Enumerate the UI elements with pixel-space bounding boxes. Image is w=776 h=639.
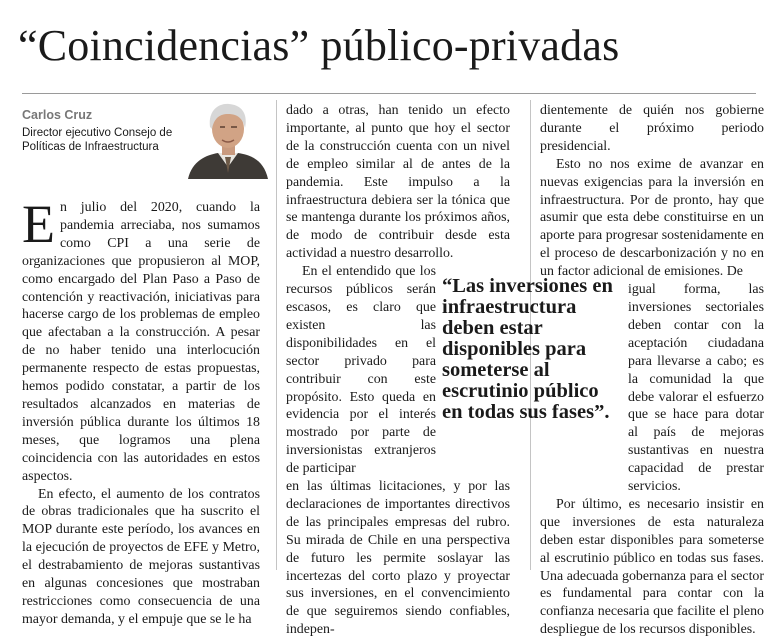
column-1 xyxy=(22,194,260,629)
paragraph: En el entendido que los recursos públicos serán escasos, es claro que existen las disponibilidades en el sector privado para contribuir con este propósito. Esto queda en evidencia por el interés mostrado por parte de inversionistas extranjeros de participar xyxy=(286,264,436,477)
headline-rule xyxy=(22,93,756,94)
paragraph: igual forma, las inversiones sectoriales deben contar con la aceptación ciudadana para llevarse a cabo; es la comunidad la que debe valorar el esfuerzo que se hace para dotar al país de mejoras sustantivas en nuestra capacidad de prestar servicios. xyxy=(628,282,764,495)
paragraph: Esto no nos exime de avanzar en nuevas exigencias para la inversión en infraestructura. Por de pronto, hay que asumir que esta debe constituirse en un aporte para progresar sostenidamente en el proceso de descarbonización y no en un factor adicional de emisiones. De xyxy=(540,156,764,280)
paragraph: En efecto, el aumento de los contratos de obras tradicionales que ha suscrito el MOP durante este período, los avances en la ejecución de proyectos de EFE y Metro, el destrabamiento de mejoras sustantivas en algunas concesiones que mostraban restricciones como consecuencia de una mayor demanda, y el empuje que se le ha xyxy=(22,486,260,627)
column-divider xyxy=(276,100,277,570)
author-name: Carlos Cruz xyxy=(22,108,93,122)
headline: “Coincidencias” público-privadas xyxy=(18,21,620,70)
paragraph: en las últimas licitaciones, y por las declaraciones de importantes directivos de las principales empresas del rubro. Su mirada de Chile en una perspectiva de futuro les permite soslayar las incertezas del corto plazo y proyectar sus inversiones, en el convencimiento de que seguiremos siendo confiables, indepen- xyxy=(286,479,510,638)
paragraph: dientemente de quién nos gobierne durante el próximo periodo presidencial. xyxy=(540,103,764,154)
pull-quote: “Las inversiones en infraestructura deben estar disponibles para someterse al escrutinio público en todas sus fases”. xyxy=(442,275,613,423)
author-photo xyxy=(184,99,270,179)
paragraph-text: n julio del 2020, cuando la pandemia arreciaba, nos sumamos como CPI a una serie de organizaciones que propusieron al MOP, como encargado del Plan Paso a Paso de contención y reactivación, iniciativas para hacerse cargo de los problemas de empleo que afectaban a la construcción. A pesar de no haber tenido una interlocución permanente respecto de estas propuestas, hemos podido constatar, a partir de los resultados alcanzados en materias de inversión pública durante los últimos 18 meses, que logramos una plena coincidencia con las autoridades en estos aspectos. xyxy=(22,200,260,484)
column-3 xyxy=(540,102,764,639)
author-role: Director ejecutivo Consejo de Políticas de Infraestructura xyxy=(22,127,173,153)
paragraph: Por último, es necesario insistir en que inversiones de esta naturaleza deben estar disponibles para someterse al escrutinio público en todas sus fases. Una adecuada gobernanza para el sector es fundamental para contar con la confianza necesaria que facilite el pleno despliegue de los recursos disponibles. xyxy=(540,496,764,638)
paragraph xyxy=(22,194,260,486)
drop-cap: E xyxy=(22,194,55,254)
paragraph: dado a otras, han tenido un efecto importante, al punto que hoy el sector de la construcción cuenta con un nivel de empleo similar al de antes de la pandemia. Este impulso a la infraestructura debiera ser la tónica que se mantenga durante los próximos años, de modo de contribuir desde esta actividad a nuestro desarrollo. xyxy=(286,103,510,262)
